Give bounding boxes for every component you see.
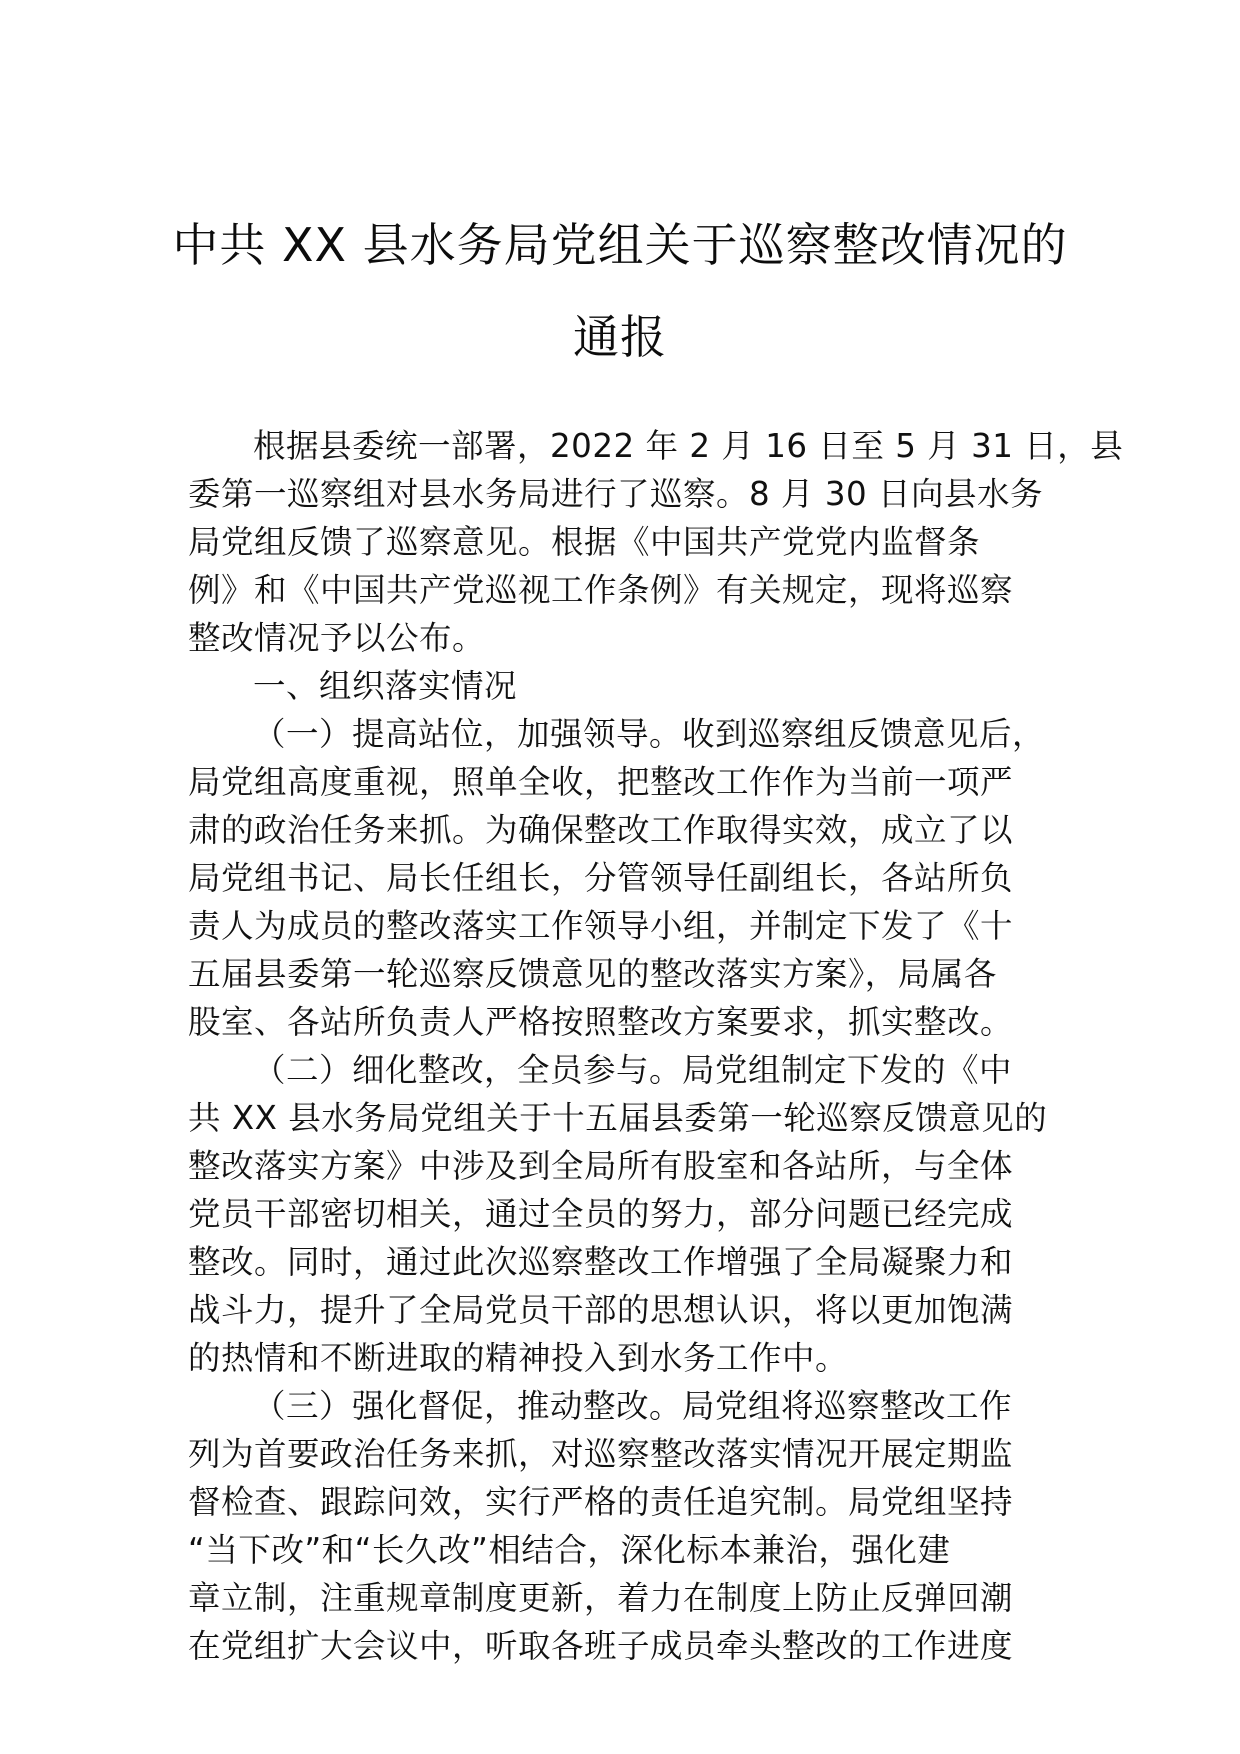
paragraph-line: 整改情况予以公布。 (188, 619, 486, 657)
paragraph-line: 例》和《中国共产党巡视工作条例》有关规定，现将巡察 (188, 571, 1014, 609)
paragraph-line: 列为首要政治任务来抓，对巡察整改落实情况开展定期监 (188, 1435, 1014, 1473)
document-title-line-1: 中共 XX 县水务局党组关于巡察整改情况的 (172, 218, 1068, 272)
paragraph-line: 责人为成员的整改落实工作领导小组，并制定下发了《十 (188, 907, 1014, 945)
paragraph-line: 整改。同时，通过此次巡察整改工作增强了全局凝聚力和 (188, 1243, 1014, 1281)
subsection-heading-line: （一）提高站位，加强领导。收到巡察组反馈意见后， (253, 715, 1046, 753)
paragraph-line: 督检查、跟踪问效，实行严格的责任追究制。局党组坚持 (188, 1483, 1014, 1521)
subsection-heading-line: （三）强化督促，推动整改。局党组将巡察整改工作 (253, 1387, 1013, 1425)
subsection-heading-line: （二）细化整改，全员参与。局党组制定下发的《中 (253, 1051, 1013, 1089)
document-title-line-2: 通报 (573, 310, 667, 364)
paragraph-line: 局党组反馈了巡察意见。根据《中国共产党党内监督条 (188, 523, 981, 561)
section-heading: 一、组织落实情况 (253, 667, 518, 705)
paragraph-line: 共 XX 县水务局党组关于十五届县委第一轮巡察反馈意见的 (188, 1099, 1048, 1137)
paragraph-line: 的热情和不断进取的精神投入到水务工作中。 (188, 1339, 849, 1377)
paragraph-line: 整改落实方案》中涉及到全局所有股室和各站所，与全体 (188, 1147, 1014, 1185)
paragraph-line: 在党组扩大会议中，听取各班子成员牵头整改的工作进度 (188, 1627, 1014, 1665)
paragraph-line: 局党组书记、局长任组长，分管领导任副组长，各站所负 (188, 859, 1014, 897)
paragraph-line: 党员干部密切相关，通过全员的努力，部分问题已经完成 (188, 1195, 1014, 1233)
paragraph-line: 章立制，注重规章制度更新，着力在制度上防止反弹回潮 (188, 1579, 1014, 1617)
paragraph-line: 肃的政治任务来抓。为确保整改工作取得实效，成立了以 (188, 811, 1014, 849)
paragraph-line: 股室、各站所负责人严格按照整改方案要求，抓实整改。 (188, 1003, 1014, 1041)
paragraph-line: 局党组高度重视，照单全收，把整改工作作为当前一项严 (188, 763, 1014, 801)
paragraph-line: “当下改”和“长久改”相结合，深化标本兼治，强化建 (188, 1531, 951, 1569)
paragraph-line: 战斗力，提升了全局党员干部的思想认识，将以更加饱满 (188, 1291, 1014, 1329)
paragraph-line: 根据县委统一部署，2022 年 2 月 16 日至 5 月 31 日，县 (253, 427, 1124, 465)
paragraph-line: 委第一巡察组对县水务局进行了巡察。8 月 30 日向县水务 (188, 475, 1044, 513)
paragraph-line: 五届县委第一轮巡察反馈意见的整改落实方案》，局属各 (188, 955, 997, 993)
